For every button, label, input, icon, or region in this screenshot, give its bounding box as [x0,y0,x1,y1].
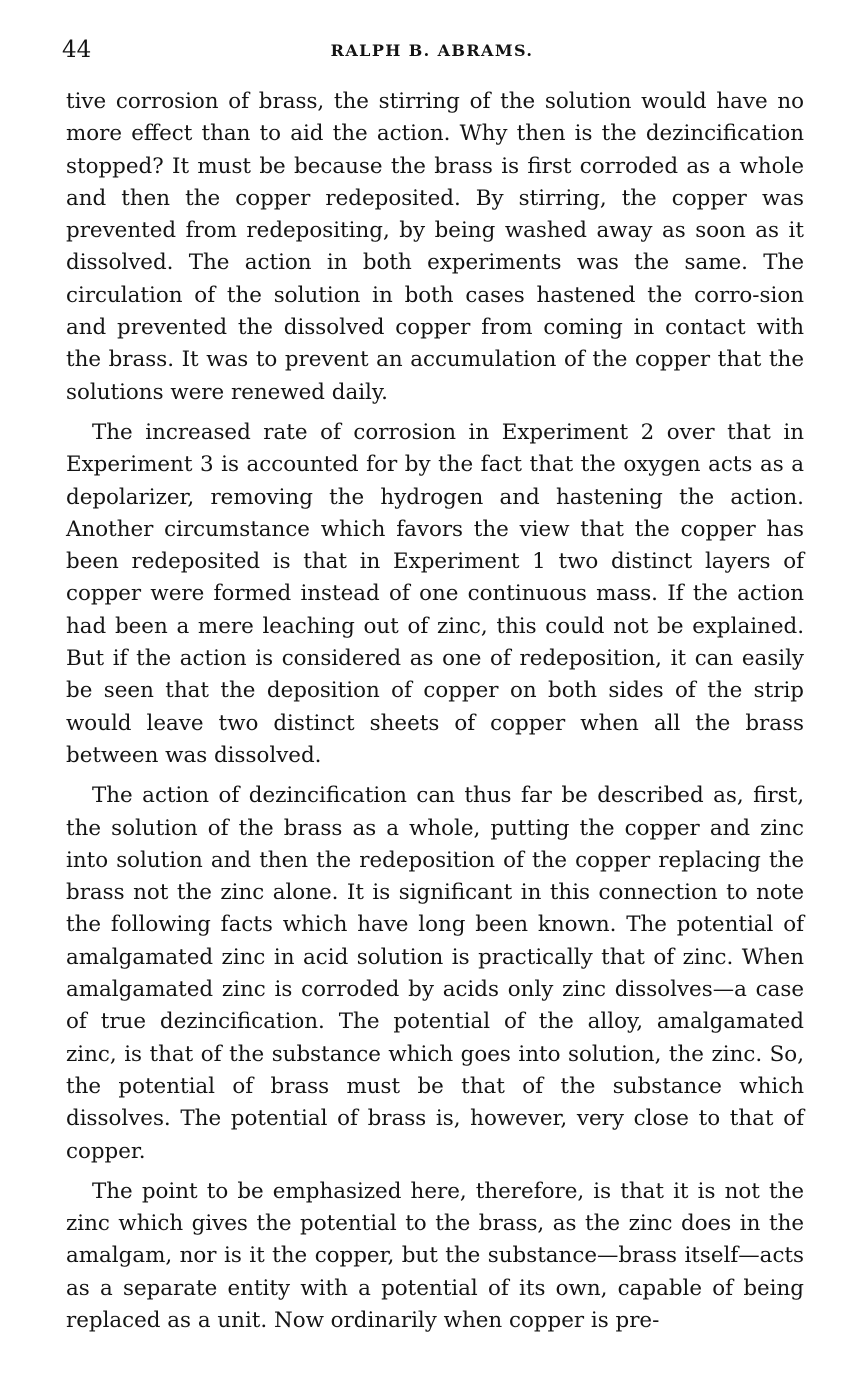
paragraph: The action of dezincification can thus far be described as, first, the solution of the brass as a whole, putting the copper and zinc into solution and then the redeposition of the copper replacing the brass not the zinc alone. It is significant in this connection to note the following facts which have long been known. The potential of amalgamated zinc in acid solution is practically that of zinc. When amalgamated zinc is corroded by acids only zinc dissolves—a case of true dezincification. The potential of the alloy, amalgamated zinc, is that of the substance which goes into solution, the zinc. So, the potential of brass must be that of the substance which dissolves. The potential of brass is, however, very close to that of copper. [66,783,804,1164]
running-head: RALPH B. ABRAMS. [330,41,534,60]
paragraph-continued: tive corrosion of brass, the stirring of the solution would have no more effect than to aid the action. Why then is the dezincification stopped? It must be because the brass is first corroded as a whole and then the copper redeposited. By stirring, the copper was prevented from redepositing, by being washed away as soon as it dissolved. The action in both experiments was the same. The circulation of the solution in both cases hastened the corro-sion and prevented the dissolved copper from coming in contact with the brass. It was to prevent an accumulation of the copper that the solutions were renewed daily. [66,89,804,405]
paragraph: The increased rate of corrosion in Experiment 2 over that in Experiment 3 is accounted for by the fact that the oxygen acts as a depolarizer, removing the hydrogen and hastening the action. Another circumstance which favors the view that the copper has been redeposited is that in Experiment 1 two distinct layers of copper were formed instead of one continuous mass. If the action had been a mere leaching out of zinc, this could not be explained. But if the action is considered as one of redeposition, it can easily be seen that the deposition of copper on both sides of the strip would leave two distinct sheets of copper when all the brass between was dissolved. [66,419,804,768]
page-number: 44 [62,37,92,63]
paragraph: The point to be emphasized here, therefore, is that it is not the zinc which gives the potential to the brass, as the zinc does in the amalgam, nor is it the copper, but the substance—brass itself—acts as a separate entity with a potential of its own, capable of being replaced as a unit. Now ordinarily when copper is pre- [66,1178,804,1333]
body-text [66,86,804,1345]
page-header [62,36,802,64]
